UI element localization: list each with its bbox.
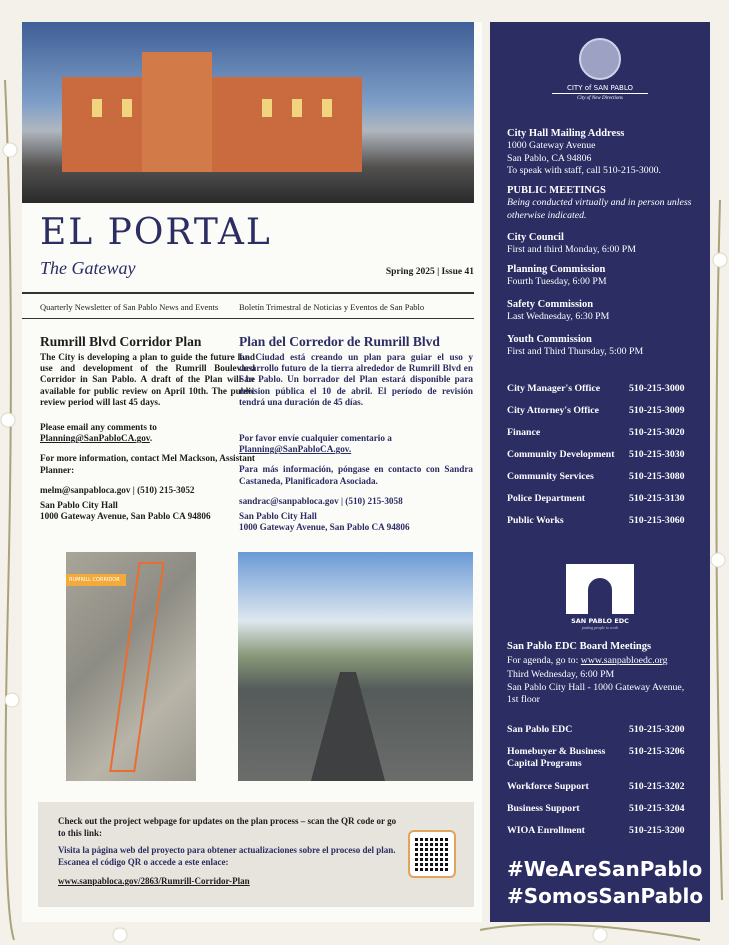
edc-name: SAN PABLO EDC [571, 617, 629, 625]
program-name: Business Support [507, 803, 580, 814]
dept-phone: 510-215-3009 [629, 405, 685, 416]
dept-name: Community Development [507, 449, 615, 460]
meeting-item [507, 299, 693, 324]
punctuation: . [149, 433, 153, 444]
directory-row [507, 471, 697, 482]
city-hall-photo [22, 22, 474, 203]
meeting-name: Safety Commission [507, 299, 594, 310]
dept-name: Public Works [507, 515, 564, 526]
address-line-1: San Pablo City Hall [239, 511, 317, 522]
program-name: San Pablo EDC [507, 724, 573, 735]
dept-name: City Manager's Office [507, 383, 601, 394]
edc-logo [566, 564, 634, 630]
hashtag: #WeAreSanPablo [507, 857, 703, 881]
public-meetings [507, 185, 693, 222]
edc-heading: San Pablo EDC Board Meetings [507, 641, 652, 652]
article-es [239, 352, 473, 542]
address-line-1: San Pablo City Hall [40, 500, 118, 511]
edc-row [507, 724, 697, 735]
divider [22, 318, 474, 319]
email-prompt: Please email any comments to [40, 422, 157, 433]
directory-row [507, 493, 697, 504]
article-body: La Ciudad está creando un plan para guiar el uso y desarrollo futuro de la tierra alrededor de Rumrill Blvd en San Pablo. Un borrador del Plan estará disponible para revision pública el 10 de abril. El período de revisión tendrá una duración de 45 días. [239, 352, 473, 407]
meeting-name: City Council [507, 232, 564, 243]
program-phone: 510-215-3200 [629, 825, 685, 836]
dept-name: Police Department [507, 493, 586, 504]
qr-code[interactable] [408, 830, 456, 878]
map-label: RUMRILL CORRIDOR [66, 574, 126, 586]
mail-line: 1000 Gateway Avenue [507, 140, 596, 152]
program-name: Homebuyer & Business Capital Programs [507, 746, 606, 769]
email-prompt: Por favor envíe cualquier comentario a [239, 433, 392, 444]
meeting-time: First and Third Thursday, 5:00 PM [507, 346, 644, 358]
dept-phone: 510-215-3000 [629, 383, 685, 394]
directory-row [507, 405, 697, 416]
meeting-item [507, 334, 693, 359]
directory-row [507, 427, 697, 438]
edc-row [507, 781, 697, 792]
project-link[interactable]: www.sanpabloca.gov/2863/Rumrill-Corridor-Plan [58, 876, 250, 886]
issue-label: Spring 2025 | Issue 41 [385, 267, 474, 277]
meeting-item [507, 264, 693, 289]
program-phone: 510-215-3204 [629, 803, 685, 814]
program-phone: 510-215-3202 [629, 781, 685, 792]
meeting-item [507, 232, 693, 257]
planning-email-link[interactable]: Planning@SanPabloCA.gov [40, 433, 150, 444]
address-line-2: 1000 Gateway Avenue, San Pablo CA 94806 [40, 511, 211, 522]
street-aerial-photo [238, 552, 473, 781]
directory-row [507, 383, 697, 394]
dept-name: Finance [507, 427, 541, 438]
pm-note: Being conducted virtually and in person unless otherwise indicated. [507, 197, 692, 221]
bell-arch-icon [566, 564, 634, 614]
dept-phone: 510-215-3060 [629, 515, 685, 526]
mail-line: To speak with staff, call 510-215-3000. [507, 164, 661, 176]
edc-row [507, 803, 697, 814]
edc-row [507, 746, 697, 770]
mail-line: San Pablo, CA 94806 [507, 152, 592, 164]
directory-row [507, 515, 697, 526]
dept-phone: 510-215-3020 [629, 427, 685, 438]
program-name: Workforce Support [507, 781, 589, 792]
dept-phone: 510-215-3080 [629, 471, 685, 482]
meeting-name: Youth Commission [507, 334, 592, 345]
dept-name: Community Services [507, 471, 594, 482]
edc-row [507, 825, 697, 836]
corridor-outline [109, 562, 165, 772]
city-logo [552, 38, 648, 101]
planning-email-link[interactable]: Planning@SanPabloCA.gov. [239, 444, 352, 455]
mail-heading: City Hall Mailing Address [507, 128, 625, 139]
dept-phone: 510-215-3030 [629, 449, 685, 460]
contact-line: sandrac@sanpabloca.gov | (510) 215-3058 [239, 495, 403, 506]
address-line-2: 1000 Gateway Avenue, San Pablo CA 94806 [239, 522, 410, 533]
program-phone: 510-215-3206 [629, 746, 685, 757]
cta-en: Check out the project webpage for updates on the plan process – scan the QR code or go to this link: [58, 816, 397, 838]
program-phone: 510-215-3200 [629, 724, 685, 735]
logo-slogan: City of New Directions [577, 96, 623, 101]
edc-agenda: For agenda, go to: [507, 655, 579, 667]
article-heading-es: Plan del Corredor de Rumrill Blvd [239, 334, 440, 349]
edc-link[interactable]: www.sanpabloedc.org [580, 655, 668, 667]
article-body: The City is developing a plan to guide the future land use and development of the Rumrill Boulevard Corridor in San Pablo. A draft of the Plan will be available for public review on April 10th. The public review period will last 45 days. [40, 352, 255, 407]
article-heading-en: Rumrill Blvd Corridor Plan [40, 334, 202, 349]
contact-line: melm@sanpabloca.gov | (510) 215-3052 [40, 484, 195, 495]
corridor-map [66, 552, 196, 781]
meeting-name: Planning Commission [507, 264, 606, 275]
directory-row [507, 449, 697, 460]
contact-text: For more information, contact Mel Mackson, Assistant Planner: [40, 453, 255, 475]
edc-slogan: putting people to work [581, 625, 619, 630]
logo-name: CITY of SAN PABLO [552, 84, 648, 94]
pm-heading: PUBLIC MEETINGS [507, 185, 606, 196]
sidebar [490, 22, 710, 922]
newsletter-subtitle: The Gateway [40, 258, 136, 278]
hashtags [507, 856, 703, 910]
tagline-en: Quarterly Newsletter of San Pablo News and Events [40, 302, 219, 312]
divider [22, 292, 474, 294]
meeting-time: First and third Monday, 6:00 PM [507, 244, 636, 256]
city-seal-icon [579, 38, 621, 80]
mailing-address [507, 128, 693, 177]
cta-es: Visita la página web del proyecto para obtener actualizaciones sobre el proceso del plan. Escanea el código QR o accede a este enlace: [58, 845, 396, 867]
newsletter-title: EL PORTAL [40, 212, 272, 253]
dept-phone: 510-215-3130 [629, 493, 685, 504]
program-name: WIOA Enrollment [507, 825, 585, 836]
edc-where: San Pablo City Hall - 1000 Gateway Avenue, 1st floor [507, 681, 685, 705]
edc-meetings [507, 641, 693, 706]
article-en [40, 352, 255, 531]
contact-text: Para más información, póngase en contacto con Sandra Castaneda, Planificadora Asociada. [239, 464, 473, 486]
dept-name: City Attorney's Office [507, 405, 599, 416]
meeting-time: Fourth Tuesday, 6:00 PM [507, 276, 607, 288]
meeting-time: Last Wednesday, 6:30 PM [507, 311, 610, 323]
edc-when: Third Wednesday, 6:00 PM [507, 669, 615, 681]
hashtag: #SomosSanPablo [507, 884, 704, 908]
tagline-es: Boletín Trimestral de Noticias y Eventos de San Pablo [239, 302, 425, 312]
